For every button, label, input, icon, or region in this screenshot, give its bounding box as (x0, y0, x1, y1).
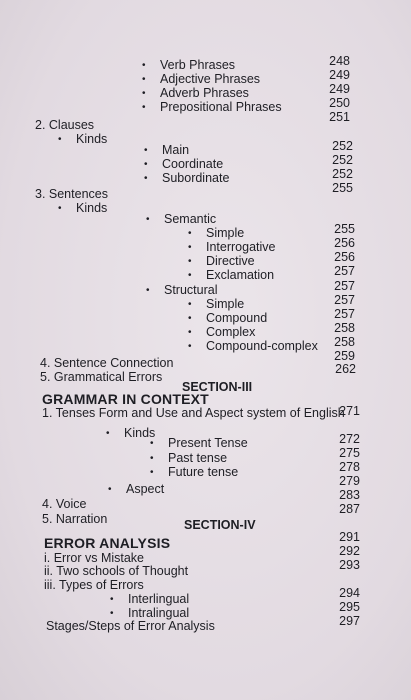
page-number: 278 (339, 460, 360, 474)
toc-entry: Directive (206, 254, 255, 268)
page-number: 293 (339, 558, 360, 572)
bullet-icon: • (108, 484, 112, 495)
page-number: 250 (329, 96, 350, 110)
page-number: 295 (339, 600, 360, 614)
page-number: 257 (334, 307, 355, 321)
toc-entry: Adverb Phrases (160, 86, 249, 100)
page-number: 257 (334, 279, 355, 293)
toc-entry: Present Tense (168, 436, 248, 450)
toc-entry: Simple (206, 226, 245, 240)
bullet-icon: • (146, 285, 150, 296)
page-number: 275 (339, 446, 360, 460)
page-number: 257 (334, 264, 355, 278)
page-number: 256 (334, 250, 355, 264)
bullet-icon: • (144, 159, 148, 170)
bullet-icon: • (142, 74, 146, 85)
bullet-icon: • (188, 327, 192, 338)
toc-entry: Subordinate (162, 171, 230, 185)
bullet-icon: • (150, 453, 154, 464)
page-number: 294 (339, 586, 360, 600)
bullet-icon: • (144, 173, 148, 184)
page-number: 287 (339, 502, 360, 516)
toc-entry: 1. Tenses Form and Use and Aspect system of English (42, 406, 345, 420)
toc-entry: Compound-complex (206, 339, 318, 353)
toc-entry: Main (162, 143, 190, 157)
page-number: 255 (334, 222, 355, 236)
toc-entry: 3. Sentences (35, 187, 108, 201)
toc-entry: iii. Types of Errors (44, 578, 144, 592)
bullet-icon: • (188, 228, 192, 239)
toc-entry: Kinds (124, 426, 156, 440)
bullet-icon: • (110, 608, 114, 619)
toc-entry: Simple (206, 297, 245, 311)
bullet-icon: • (146, 214, 150, 225)
toc-entry: Compound (206, 311, 268, 325)
toc-entry: 4. Sentence Connection (40, 356, 174, 370)
page-number: 251 (329, 110, 350, 124)
bullet-icon: • (144, 145, 148, 156)
toc-entry: Intralingual (128, 606, 190, 620)
section-iii-label: SECTION-III (182, 380, 253, 394)
toc-entry: Stages/Steps of Error Analysis (46, 619, 215, 633)
toc-entry: 5. Grammatical Errors (40, 370, 163, 384)
toc-entry: Interlingual (128, 592, 190, 606)
error-analysis-heading: ERROR ANALYSIS (44, 535, 171, 551)
page-number: 257 (334, 293, 355, 307)
page-number: 252 (332, 167, 353, 181)
page-number: 283 (339, 488, 360, 502)
bullet-icon: • (142, 102, 146, 113)
page-number: 292 (339, 544, 360, 558)
page-number: 262 (335, 362, 356, 376)
toc-entry: ii. Two schools of Thought (44, 564, 189, 578)
toc-entry: Prepositional Phrases (160, 100, 282, 114)
page-number: 258 (334, 335, 355, 349)
page-number: 249 (329, 68, 350, 82)
bullet-icon: • (142, 60, 146, 71)
section-iv-label: SECTION-IV (184, 518, 256, 532)
page-number: 248 (329, 54, 350, 68)
bullet-icon: • (188, 256, 192, 267)
page-number: 279 (339, 474, 360, 488)
page-number: 297 (339, 614, 360, 628)
bullet-icon: • (58, 134, 62, 145)
toc-entry: Kinds (76, 132, 108, 146)
page-number: 258 (334, 321, 355, 335)
toc-entry: 4. Voice (42, 497, 87, 511)
bullet-icon: • (142, 88, 146, 99)
toc-entry: 5. Narration (42, 512, 108, 526)
page-number: 272 (339, 432, 360, 446)
bullet-icon: • (188, 299, 192, 310)
page-number: 252 (332, 153, 353, 167)
toc-entry: Aspect (126, 482, 165, 496)
toc-entry: Complex (206, 325, 256, 339)
toc-entry: Future tense (168, 465, 239, 479)
toc-entry: Coordinate (162, 157, 224, 171)
page-number: 252 (332, 139, 353, 153)
toc-entry: Kinds (76, 201, 108, 215)
bullet-icon: • (188, 242, 192, 253)
bullet-icon: • (110, 594, 114, 605)
page-number: 249 (329, 82, 350, 96)
bullet-icon: • (188, 313, 192, 324)
bullet-icon: • (188, 270, 192, 281)
page-number: 271 (339, 404, 360, 418)
toc-entry: Structural (164, 283, 218, 297)
page-number: 255 (332, 181, 353, 195)
bullet-icon: • (150, 467, 154, 478)
toc-entry: Interrogative (206, 240, 276, 254)
toc-entry: Exclamation (206, 268, 275, 282)
toc-entry: Semantic (164, 212, 217, 226)
page-number: 256 (334, 236, 355, 250)
bullet-icon: • (150, 438, 154, 449)
toc-entry: Verb Phrases (160, 58, 236, 72)
bullet-icon: • (58, 203, 62, 214)
grammar-in-context-heading: GRAMMAR IN CONTEXT (42, 391, 209, 407)
bullet-icon: • (188, 341, 192, 352)
page-number: 259 (334, 349, 355, 363)
toc-entry: Adjective Phrases (160, 72, 261, 86)
page-number: 291 (339, 530, 360, 544)
toc-entry: 2. Clauses (35, 118, 95, 132)
toc-entry: Past tense (168, 451, 228, 465)
bullet-icon: • (106, 428, 110, 439)
toc-entry: i. Error vs Mistake (44, 551, 145, 565)
